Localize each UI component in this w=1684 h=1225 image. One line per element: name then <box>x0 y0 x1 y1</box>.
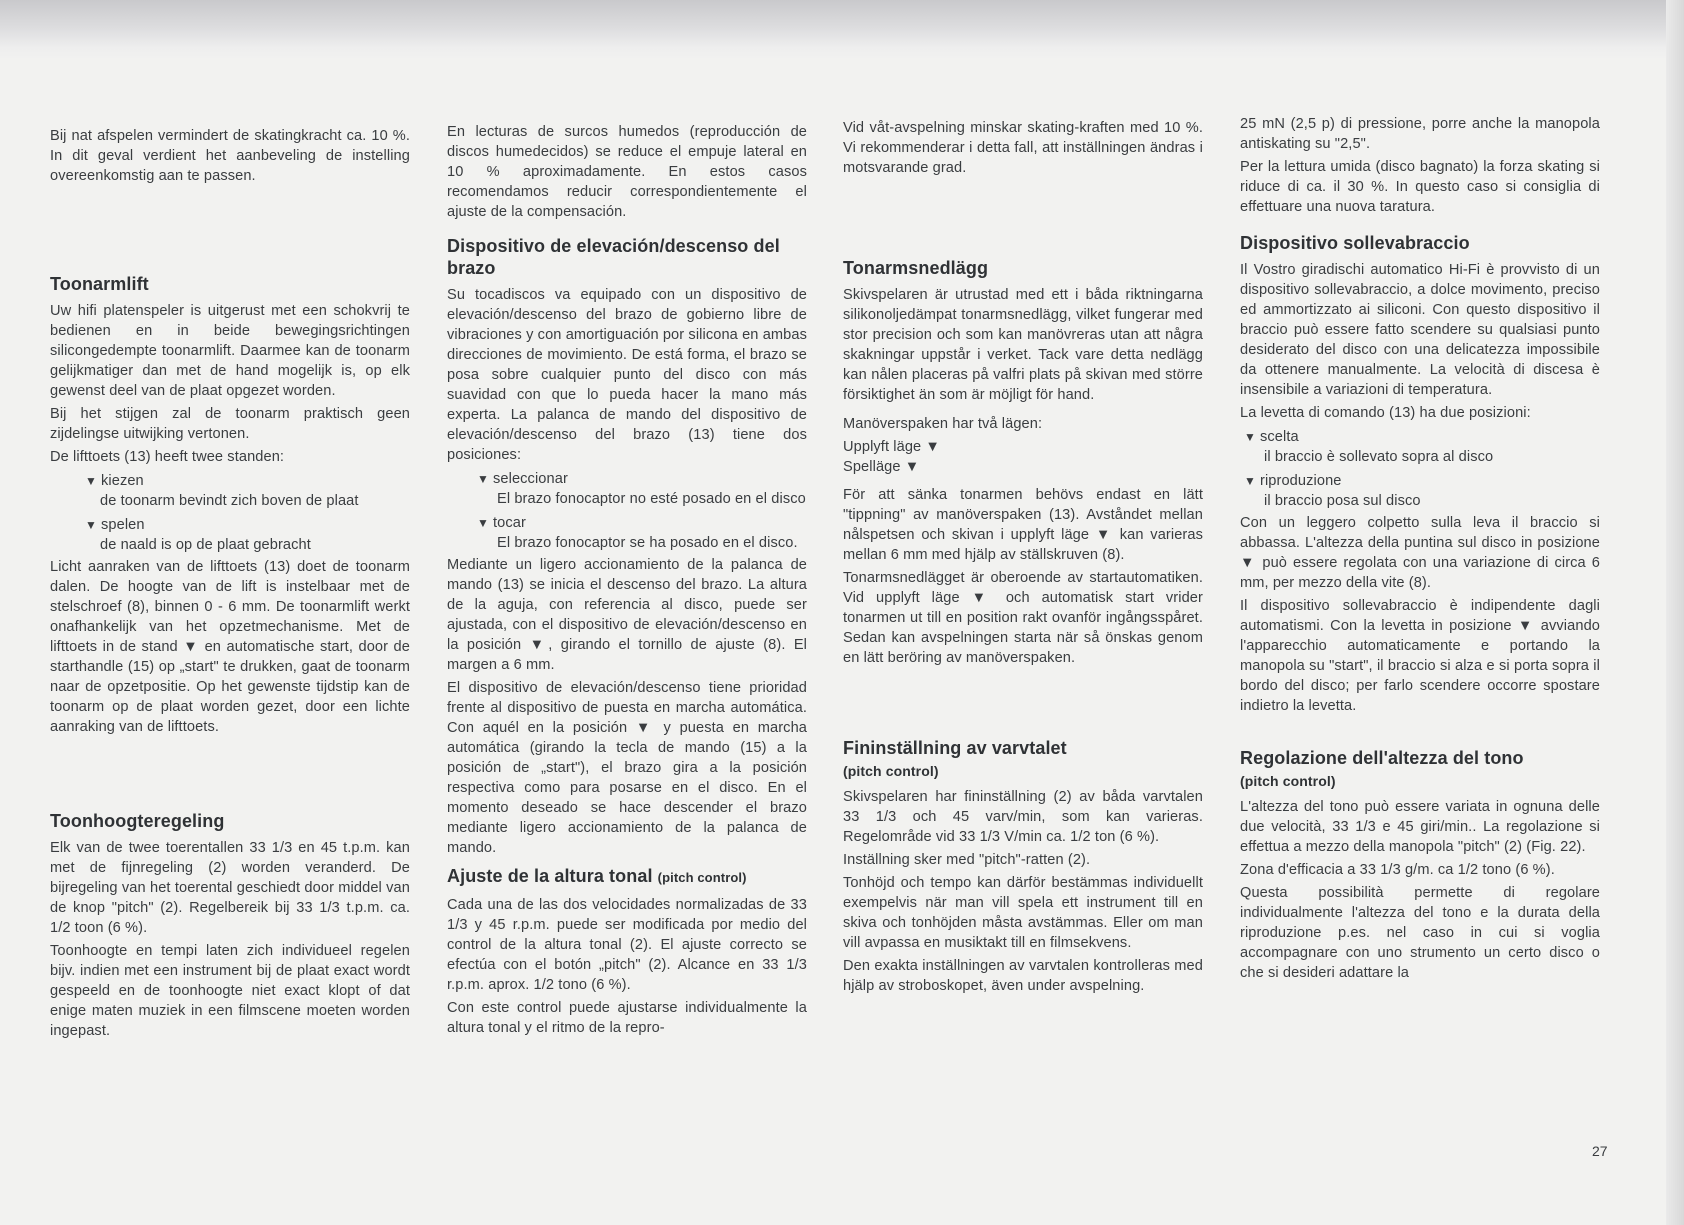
column-italian <box>1240 114 1600 986</box>
option-label: scelta <box>1259 429 1299 445</box>
paragraph: Tonarmsnedlägget är oberoende av startautomatiken. Vid upplyft läge ▼ och automatisk start vrider tonarmen ut till en position rakt ovanför ingångsspåret. Sedan kan avspelningen starta när så önskas genom en lätt beröring av manöverspaken. <box>843 570 1203 666</box>
lift-down-icon: ▼ <box>1244 474 1256 488</box>
section-heading-regolazione: Regolazione dell'altezza del tono <box>1240 748 1524 768</box>
paragraph: 25 mN (2,5 p) di pressione, porre anche la manopola antiskating su "2,5". <box>1240 116 1600 152</box>
page-right-edge <box>1666 0 1684 1225</box>
paragraph: Bij nat afspelen vermindert de skatingkracht ca. 10 %. In dit geval verdient het aanbeveling de instelling overeenkomstig aan te passen. <box>50 128 410 184</box>
paragraph: Licht aanraken van de lifttoets (13) doet de toonarm dalen. De hoogte van de lift is instelbaar met de stelschroef (8), binnen 0 - 6 mm. De toonarmlift werkt onafhankelijk van het opzetmechanisme. Met de lifttoets in de stand ▼ en automatische start, door de starthandle (15) op „start" te drukken, gaat de toonarm naar de opzetpositie. Op het gewenste tijdstip kan de toonarm op de plaat worden gezet, door een lichte aanraking van de lifttoets. <box>50 559 410 735</box>
paragraph: Vid våt-avspelning minskar skating-kraften med 10 %. Vi rekommenderar i detta fall, att inställningen ändras i motsvarande grad. <box>843 120 1203 176</box>
option-line: Spelläge ▼ <box>843 459 920 475</box>
paragraph: L'altezza del tono può essere variata in ognuna delle due velocità, 33 1/3 e 45 giri/min.. La regolazione si effettua a mezzo della manopola "pitch" (2) (Fig. 22). <box>1240 799 1600 855</box>
lift-down-icon: ▼ <box>477 516 489 530</box>
column-swedish <box>843 118 1203 999</box>
paragraph: Den exakta inställningen av varvtalen kontrolleras med hjälp av stroboskopet, även under avspelning. <box>843 958 1203 994</box>
section-heading-fininstallning: Fininställning av varvtalet <box>843 738 1067 758</box>
paragraph: Elk van de twee toerentallen 33 1/3 en 45 t.p.m. kan met de fijnregeling (2) worden veranderd. De bijregeling van het toerental geschiedt door middel van de knop "pitch" (2). Regelbereik bij 33 1/3 t.p.m. ca. 1/2 toon (6 %). <box>50 840 410 936</box>
paragraph: Zona d'efficacia a 33 1/3 g/m. ca 1/2 tono (6 %). <box>1240 862 1555 878</box>
section-heading-toonhoogteregeling: Toonhoogteregeling <box>50 811 225 831</box>
paragraph: Cada una de las dos velocidades normalizadas de 33 1/3 y 45 r.p.m. puede ser modificada por medio del control de la altura tonal (2). El ajuste correcto se efectúa con el botón „pitch" (2). Alcance en 33 1/3 r.p.m. aprox. 1/2 tono (6 %). <box>447 897 807 993</box>
section-heading-toonarmlift: Toonarmlift <box>50 274 149 294</box>
paragraph: Skivspelaren är utrustad med ett i båda riktningarna silikonoljedämpat tonarmsnedlägg, vilket fungerar med stor precision och som kan manövreras utan att några skakningar uppstår i verket. Tack vare detta nedlägg kan nålen placeras på valfri plats på skivan med större försiktighet än som är möjligt för hand. <box>843 287 1203 403</box>
option-item <box>50 471 410 511</box>
paragraph: Il Vostro giradischi automatico Hi-Fi è provvisto di un dispositivo sollevabraccio, a dolce movimento, preciso ed ammortizzato ai siliconi. Con questo dispositivo il braccio può essere fatto scendere su qualsiasi punto desiderato del disco con una delicatezza impossibile da ottenere manualmente. La velocità di discesa è insensibile a variazioni di temperatura. <box>1240 262 1600 398</box>
lift-up-icon: ▼ <box>477 472 489 486</box>
paragraph: Toonhoogte en tempi laten zich individueel regelen bijv. indien met een instrument bij de plaat exact wordt gespeeld en de toonhoogte niet exact klopt of dat enige maten muziek in een filmscene moeten worden ingepast. <box>50 943 410 1039</box>
paragraph: Questa possibilità permette di regolare individualmente l'altezza del tono e la durata della riproduzione p.es. nel caso in cui si voglia accompagnare con uno strumento un certo disco o che si desideri adattare la <box>1240 885 1600 981</box>
heading-text: Ajuste de la altura tonal <box>447 866 653 886</box>
option-item <box>1240 471 1600 511</box>
paragraph: För att sänka tonarmen behövs endast en lätt "tippning" av manöverspaken (13). Avståndet mellan nålspetsen och skivan i upplyft läge ▼ kan varieras mellan 6 mm med hjälp av ställskruven (8). <box>843 487 1203 563</box>
section-heading-ajuste <box>447 865 807 889</box>
column-dutch <box>50 126 410 1044</box>
option-label: tocar <box>492 515 526 531</box>
paragraph: Manöverspaken har två lägen: <box>843 416 1043 432</box>
option-item <box>447 469 807 509</box>
page-top-shadow <box>0 0 1684 60</box>
option-description: il braccio è sollevato sopra al disco <box>1264 449 1494 465</box>
paragraph: Inställning sker med "pitch"-ratten (2). <box>843 852 1091 868</box>
section-heading-sollevabraccio: Dispositivo sollevabraccio <box>1240 233 1470 253</box>
option-label: seleccionar <box>492 471 568 487</box>
option-item <box>447 513 807 553</box>
lift-up-icon: ▼ <box>85 474 97 488</box>
section-heading-dispositivo: Dispositivo de elevación/descenso del brazo <box>447 236 780 278</box>
option-description: El brazo fonocaptor no esté posado en el disco <box>497 491 806 507</box>
lift-down-icon: ▼ <box>85 518 97 532</box>
paragraph: Con un leggero colpetto sulla leva il braccio si abbassa. L'altezza della puntina sul disco in posizione ▼ può essere regolata con una variazione di circa 6 mm, per mezzo della vite (8). <box>1240 515 1600 591</box>
paragraph: La levetta di comando (13) ha due posizioni: <box>1240 405 1531 421</box>
option-description: El brazo fonocaptor se ha posado en el disco. <box>497 535 798 551</box>
heading-subtitle: (pitch control) <box>657 870 747 885</box>
paragraph: Il dispositivo sollevabraccio è indipendente dagli automatismi. Con la levetta in posizione ▼ avviando l'apparecchio automaticamente e portando la manopola su "start", il braccio si alza e si porta sopra il bordo del disco; per farlo scendere occorre spostare indietro la levetta. <box>1240 598 1600 714</box>
column-spanish <box>447 122 807 1041</box>
page-number: 27 <box>1592 1143 1608 1159</box>
option-line: Upplyft läge ▼ <box>843 439 940 455</box>
paragraph: Mediante un ligero accionamiento de la palanca de mando (13) se inicia el descenso del brazo. La altura de la aguja, con referencia al disco, puede ser ajustada, con el dispositivo de elevación/descenso en la posición ▼, girando el tornillo de ajuste (8). El margen a 6 mm. <box>447 557 807 673</box>
paragraph: Uw hifi platenspeler is uitgerust met een schokvrij te bedienen en in beide bewegingsrichtingen silicongedempte toonarmlift. Daarmee kan de toonarm gelijkmatiger dan met de hand mogelijk is, op elk gewenst deel van de plaat opgezet worden. <box>50 303 410 399</box>
section-subheading: (pitch control) <box>843 763 939 779</box>
section-heading-tonarmsnedlagg: Tonarmsnedlägg <box>843 258 989 278</box>
paragraph: Con este control puede ajustarse individualmente la altura tonal y el ritmo de la repro- <box>447 1000 807 1036</box>
option-description: il braccio posa sul disco <box>1264 493 1421 509</box>
option-description: de naald is op de plaat gebracht <box>100 537 311 553</box>
paragraph: Bij het stijgen zal de toonarm praktisch geen zijdelingse uitwijking vertonen. <box>50 406 410 442</box>
option-label: riproduzione <box>1259 473 1342 489</box>
option-description: de toonarm bevindt zich boven de plaat <box>100 493 359 509</box>
option-item <box>1240 427 1600 467</box>
paragraph: Su tocadiscos va equipado con un dispositivo de elevación/descenso del brazo de gobierno libre de vibraciones y con amortiguación por silicona en ambas direcciones de movimiento. De está forma, el brazo se posa sobre cualquier punto del disco con más suavidad con que lo pueda hacer la mano más experta. La palanca de mando del dispositivo de elevación/descenso del brazo (13) tiene dos posiciones: <box>447 287 807 463</box>
section-subheading: (pitch control) <box>1240 773 1336 789</box>
paragraph: Tonhöjd och tempo kan därför bestämmas individuellt exempelvis när man vill spela ett instrument till en skiva och tonhöjden måsta avstämmas. Eller om man vill avpassa en musiktakt till en filmsekvens. <box>843 875 1203 951</box>
paragraph: Per la lettura umida (disco bagnato) la forza skating si riduce di ca. il 30 %. In questo caso si consiglia di effettuare una nuova taratura. <box>1240 159 1600 215</box>
paragraph: Skivspelaren har fininställning (2) av båda varvtalen 33 1/3 och 45 varv/min, som kan varieras. Regelområde vid 33 1/3 V/min ca. 1/2 ton (6 %). <box>843 789 1203 845</box>
option-label: spelen <box>100 517 145 533</box>
paragraph: El dispositivo de elevación/descenso tiene prioridad frente al dispositivo de puesta en marcha automática. Con aquél en la posición ▼ y puesta en marcha automática (girando la tecla de mando (15) a la posición de „start"), el brazo gira a la posición respectiva como para posarse en el disco. En el momento deseado se hace descender el brazo mediante ligero accionamiento de la palanca de mando. <box>447 680 807 856</box>
paragraph: De lifttoets (13) heeft twee standen: <box>50 449 285 465</box>
option-label: kiezen <box>100 473 144 489</box>
paragraph: En lecturas de surcos humedos (reproducción de discos humedecidos) se reduce el empuje lateral en 10 % aproximadamente. En estos casos recomendamos reducir correspondientemente el ajuste de la compensación. <box>447 124 807 220</box>
option-item <box>50 515 410 555</box>
lift-up-icon: ▼ <box>1244 430 1256 444</box>
